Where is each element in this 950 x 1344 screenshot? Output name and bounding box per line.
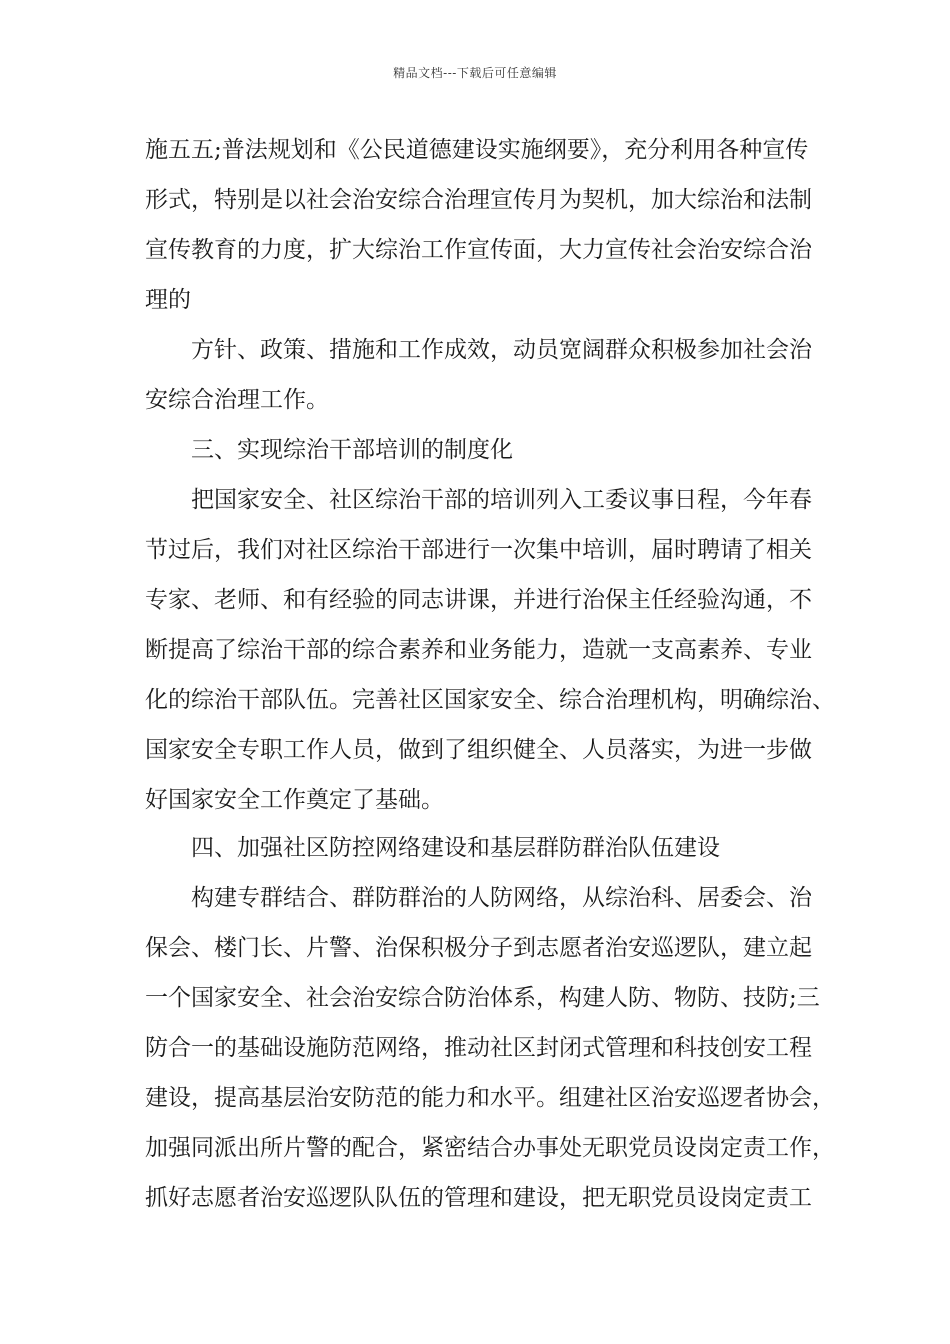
text-line: 化的综治干部队伍。完善社区国家安全、综合治理机构，明确综治、: [145, 687, 835, 713]
text-line: 好国家安全工作奠定了基础。: [145, 787, 444, 813]
text-line: 抓好志愿者治安巡逻队队伍的管理和建设，把无职党员设岗定责工: [145, 1185, 812, 1211]
text-line: 建设，提高基层治安防范的能力和水平。组建社区治安巡逻者协会，: [145, 1085, 835, 1111]
text-line: 施五五;普法规划和《公民道德建设实施纲要》，充分利用各种宣传: [145, 137, 809, 163]
text-line: 一个国家安全、社会治安综合防治体系，构建人防、物防、技防;三: [145, 985, 820, 1011]
section-heading: 四、加强社区防控网络建设和基层群防群治队伍建设: [191, 835, 720, 861]
text-line: 防合一的基础设施防范网络，推动社区封闭式管理和科技创安工程: [145, 1035, 812, 1061]
text-line: 断提高了综治干部的综合素养和业务能力，造就一支高素养、专业: [145, 637, 812, 663]
text-line: 构建专群结合、群防群治的人防网络，从综治科、居委会、治: [191, 885, 812, 911]
page-header: 精品文档---下载后可任意编辑: [393, 66, 557, 80]
text-line: 宣传教育的力度，扩大综治工作宣传面，大力宣传社会治安综合治: [145, 237, 812, 263]
text-line: 专家、老师、和有经验的同志讲课，并进行治保主任经验沟通，不: [145, 587, 812, 613]
text-line: 安综合治理工作。: [145, 387, 329, 413]
text-line: 国家安全专职工作人员，做到了组织健全、人员落实，为进一步做: [145, 737, 812, 763]
text-line: 把国家安全、社区综治干部的培训列入工委议事日程，今年春: [191, 487, 812, 513]
text-line: 加强同派出所片警的配合，紧密结合办事处无职党员设岗定责工作，: [145, 1135, 835, 1161]
text-line: 节过后，我们对社区综治干部进行一次集中培训，届时聘请了相关: [145, 537, 812, 563]
section-heading: 三、实现综治干部培训的制度化: [191, 437, 513, 463]
text-line: 方针、政策、措施和工作成效，动员宽阔群众积极参加社会治: [191, 337, 812, 363]
text-line: 保会、楼门长、片警、治保积极分子到志愿者治安巡逻队，建立起: [145, 935, 812, 961]
text-line: 形式，特别是以社会治安综合治理宣传月为契机，加大综治和法制: [145, 187, 812, 213]
text-line: 理的: [145, 287, 191, 313]
